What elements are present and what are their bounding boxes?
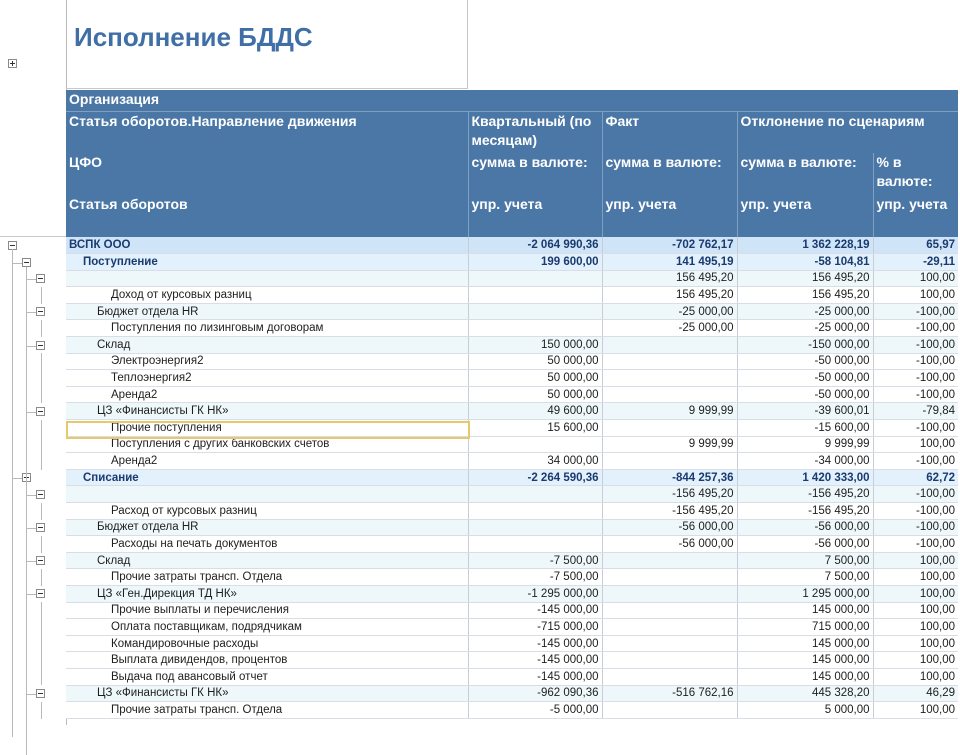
deviation-cell[interactable]: 145 000,00 xyxy=(737,668,873,685)
plan-cell[interactable]: 50 000,00 xyxy=(468,370,602,387)
tree-line-level2 xyxy=(41,602,42,619)
name[interactable]: Аренда2 xyxy=(66,386,468,403)
deviation-cell[interactable]: 9 999,99 xyxy=(737,436,873,453)
tree-stub xyxy=(13,478,22,479)
fact-cell[interactable]: -56 000,00 xyxy=(602,519,737,536)
deviation-cell[interactable]: 156 495,20 xyxy=(737,270,873,287)
name[interactable]: Бюджет отдела HR xyxy=(66,303,468,320)
deviation-cell[interactable]: 1 362 228,19 xyxy=(737,237,873,254)
name[interactable] xyxy=(66,270,468,287)
header-article-label: Статья оборотов xyxy=(66,195,468,237)
table-row[interactable] xyxy=(66,337,958,354)
name[interactable]: Поступление xyxy=(66,254,468,271)
table-row[interactable] xyxy=(66,237,958,254)
plan-cell[interactable] xyxy=(468,503,602,520)
plan-cell[interactable] xyxy=(468,436,602,453)
fact-cell[interactable] xyxy=(602,602,737,619)
collapse-icon[interactable] xyxy=(36,490,45,499)
table-row[interactable] xyxy=(66,287,958,304)
percent-cell[interactable]: -29,11 xyxy=(873,254,958,271)
collapse-icon[interactable] xyxy=(36,274,45,283)
report-body xyxy=(66,237,958,718)
fact-cell[interactable] xyxy=(602,702,737,719)
table-row[interactable] xyxy=(66,619,958,636)
plan-cell[interactable]: -2 264 590,36 xyxy=(468,469,602,486)
fact-cell[interactable] xyxy=(602,386,737,403)
percent-cell[interactable]: 100,00 xyxy=(873,652,958,669)
collapse-icon[interactable] xyxy=(36,556,45,565)
name[interactable]: Поступления по лизинговым договорам xyxy=(66,320,468,337)
tree-line-level2 xyxy=(41,569,42,586)
deviation-cell[interactable]: 715 000,00 xyxy=(737,619,873,636)
deviation-cell[interactable]: -50 000,00 xyxy=(737,370,873,387)
percent-cell[interactable]: -100,00 xyxy=(873,486,958,503)
table-row[interactable] xyxy=(66,303,958,320)
header-mgmt-2: упр. учета xyxy=(602,195,737,237)
percent-cell[interactable]: -100,00 xyxy=(873,519,958,536)
percent-cell[interactable]: -100,00 xyxy=(873,536,958,553)
table-row[interactable] xyxy=(66,552,958,569)
deviation-cell[interactable]: -39 600,01 xyxy=(737,403,873,420)
fact-cell[interactable] xyxy=(602,668,737,685)
tree-stub xyxy=(27,561,36,562)
fact-cell[interactable] xyxy=(602,552,737,569)
table-row[interactable] xyxy=(66,635,958,652)
plan-cell[interactable]: -2 064 990,36 xyxy=(468,237,602,254)
collapse-icon[interactable] xyxy=(36,407,45,416)
tree-line-level2 xyxy=(41,652,42,669)
percent-cell[interactable]: -79,84 xyxy=(873,403,958,420)
percent-cell[interactable]: -100,00 xyxy=(873,303,958,320)
fact-cell[interactable]: 156 495,20 xyxy=(602,270,737,287)
name[interactable]: Выдача под авансовый отчет xyxy=(66,668,468,685)
percent-cell[interactable]: 46,29 xyxy=(873,685,958,702)
percent-cell[interactable]: 100,00 xyxy=(873,602,958,619)
plan-cell[interactable]: 49 600,00 xyxy=(468,403,602,420)
tree-line-level0 xyxy=(12,249,13,737)
tree-stub xyxy=(27,594,36,595)
deviation-cell[interactable]: -150 000,00 xyxy=(737,337,873,354)
fact-cell[interactable]: 9 999,99 xyxy=(602,436,737,453)
percent-cell[interactable]: 65,97 xyxy=(873,237,958,254)
fact-cell[interactable] xyxy=(602,453,737,470)
percent-cell[interactable]: -100,00 xyxy=(873,386,958,403)
fact-cell[interactable]: -844 257,36 xyxy=(602,469,737,486)
percent-cell[interactable]: 100,00 xyxy=(873,569,958,586)
tree-line-level2 xyxy=(41,420,42,437)
fact-cell[interactable]: -56 000,00 xyxy=(602,536,737,553)
fact-cell[interactable] xyxy=(602,420,737,437)
plan-cell[interactable] xyxy=(468,519,602,536)
deviation-cell[interactable]: 1 295 000,00 xyxy=(737,585,873,602)
deviation-cell[interactable]: 5 000,00 xyxy=(737,702,873,719)
plan-cell[interactable]: -1 295 000,00 xyxy=(468,585,602,602)
plan-cell[interactable] xyxy=(468,536,602,553)
name[interactable]: Электроэнергия2 xyxy=(66,353,468,370)
tree-stub xyxy=(27,495,36,496)
name[interactable]: Бюджет отдела HR xyxy=(66,519,468,536)
tree-line-level2 xyxy=(41,668,42,685)
report-grid xyxy=(66,90,958,719)
tree-line-level2 xyxy=(41,320,42,337)
tree-stub xyxy=(13,263,22,264)
tree-stub xyxy=(27,412,36,413)
name[interactable]: ЦЗ «Финансисты ГК НК» xyxy=(66,403,468,420)
name[interactable]: Списание xyxy=(66,469,468,486)
table-row[interactable] xyxy=(66,353,958,370)
deviation-cell[interactable]: -25 000,00 xyxy=(737,320,873,337)
name[interactable]: Склад xyxy=(66,337,468,354)
header-mgmt-3: упр. учета xyxy=(737,195,873,237)
gutter-header-divider xyxy=(0,236,66,237)
name[interactable]: Прочие выплаты и перечисления xyxy=(66,602,468,619)
fact-cell[interactable]: -702 762,17 xyxy=(602,237,737,254)
plan-cell[interactable]: -7 500,00 xyxy=(468,569,602,586)
fact-cell[interactable]: -25 000,00 xyxy=(602,303,737,320)
deviation-cell[interactable]: -50 000,00 xyxy=(737,386,873,403)
tree-line-level1 xyxy=(26,267,27,755)
table-row[interactable] xyxy=(66,585,958,602)
percent-cell[interactable]: 100,00 xyxy=(873,702,958,719)
table-row[interactable] xyxy=(66,469,958,486)
fact-cell[interactable]: 9 999,99 xyxy=(602,403,737,420)
name[interactable]: Прочие затраты трансп. Отдела xyxy=(66,569,468,586)
tree-line-level2 xyxy=(41,386,42,403)
percent-cell[interactable]: 100,00 xyxy=(873,619,958,636)
header-deviation: Отклонение по сценариям xyxy=(737,111,958,153)
header-sum-3: сумма в валюте: xyxy=(737,153,873,195)
name[interactable]: Оплата поставщикам, подрядчикам xyxy=(66,619,468,636)
name[interactable]: Прочие затраты трансп. Отдела xyxy=(66,702,468,719)
name[interactable]: ЦЗ «Финансисты ГК НК» xyxy=(66,685,468,702)
collapse-icon[interactable] xyxy=(22,258,31,267)
collapse-icon[interactable] xyxy=(36,523,45,532)
deviation-cell[interactable]: 145 000,00 xyxy=(737,635,873,652)
tree-line-level2 xyxy=(41,353,42,370)
table-row[interactable] xyxy=(66,254,958,271)
tree-line-level2 xyxy=(41,635,42,652)
name[interactable]: Расход от курсовых разниц xyxy=(66,503,468,520)
plan-cell[interactable]: -145 000,00 xyxy=(468,668,602,685)
plan-cell[interactable]: -715 000,00 xyxy=(468,619,602,636)
table-row[interactable] xyxy=(66,519,958,536)
deviation-cell[interactable]: -15 600,00 xyxy=(737,420,873,437)
fact-cell[interactable]: -516 762,16 xyxy=(602,685,737,702)
percent-cell[interactable]: 100,00 xyxy=(873,552,958,569)
fact-cell[interactable]: 141 495,19 xyxy=(602,254,737,271)
name[interactable]: Выплата дивидендов, процентов xyxy=(66,652,468,669)
percent-cell[interactable]: -100,00 xyxy=(873,320,958,337)
plan-cell[interactable]: 199 600,00 xyxy=(468,254,602,271)
name[interactable]: ВСПК ООО xyxy=(66,237,468,254)
percent-cell[interactable]: -100,00 xyxy=(873,370,958,387)
plan-cell[interactable]: -145 000,00 xyxy=(468,602,602,619)
table-row[interactable] xyxy=(66,536,958,553)
fact-cell[interactable]: -25 000,00 xyxy=(602,320,737,337)
tree-line-level2 xyxy=(41,436,42,453)
fact-cell[interactable] xyxy=(602,652,737,669)
name[interactable]: Прочие поступления xyxy=(66,420,468,437)
percent-cell[interactable]: 100,00 xyxy=(873,287,958,304)
deviation-cell[interactable]: 145 000,00 xyxy=(737,652,873,669)
table-row[interactable] xyxy=(66,370,958,387)
percent-cell[interactable]: 100,00 xyxy=(873,668,958,685)
name[interactable]: Теплоэнергия2 xyxy=(66,370,468,387)
percent-cell[interactable]: 100,00 xyxy=(873,436,958,453)
table-row[interactable] xyxy=(66,702,958,719)
fact-cell[interactable]: 156 495,20 xyxy=(602,287,737,304)
header-mgmt-1: упр. учета xyxy=(468,195,602,237)
name[interactable]: Командировочные расходы xyxy=(66,635,468,652)
table-row[interactable] xyxy=(66,320,958,337)
plan-cell[interactable] xyxy=(468,270,602,287)
tree-line-level2 xyxy=(41,619,42,636)
header-row-cfo xyxy=(66,153,958,195)
fact-cell[interactable] xyxy=(602,635,737,652)
table-row[interactable] xyxy=(66,270,958,287)
plan-cell[interactable]: 34 000,00 xyxy=(468,453,602,470)
header-fact: Факт xyxy=(602,111,737,153)
fact-cell[interactable] xyxy=(602,585,737,602)
fact-cell[interactable] xyxy=(602,353,737,370)
percent-cell[interactable]: 100,00 xyxy=(873,635,958,652)
deviation-cell[interactable]: 1 420 333,00 xyxy=(737,469,873,486)
expand-all-icon[interactable] xyxy=(8,59,17,68)
plan-cell[interactable]: -5 000,00 xyxy=(468,702,602,719)
tree-stub xyxy=(27,694,36,695)
fact-cell[interactable] xyxy=(602,619,737,636)
tree-line-level2 xyxy=(41,702,42,719)
deviation-cell[interactable]: 445 328,20 xyxy=(737,685,873,702)
deviation-cell[interactable]: 145 000,00 xyxy=(737,602,873,619)
tree-stub xyxy=(27,528,36,529)
percent-cell[interactable]: 100,00 xyxy=(873,270,958,287)
name[interactable]: Аренда2 xyxy=(66,453,468,470)
collapse-icon[interactable] xyxy=(36,341,45,350)
table-row[interactable] xyxy=(66,503,958,520)
header-quarterly: Квартальный (по месяцам) xyxy=(468,111,602,153)
deviation-cell[interactable]: -56 000,00 xyxy=(737,519,873,536)
deviation-cell[interactable]: -25 000,00 xyxy=(737,303,873,320)
plan-cell[interactable] xyxy=(468,486,602,503)
percent-cell[interactable]: -100,00 xyxy=(873,453,958,470)
tree-stub xyxy=(27,312,36,313)
tree-line-level2 xyxy=(41,370,42,387)
deviation-cell[interactable]: -156 495,20 xyxy=(737,486,873,503)
tree-stub xyxy=(27,279,36,280)
header-organization: Организация xyxy=(66,90,958,111)
plan-cell[interactable]: 50 000,00 xyxy=(468,353,602,370)
deviation-cell[interactable]: 7 500,00 xyxy=(737,569,873,586)
header-direction-label: Статья оборотов.Направление движения xyxy=(66,111,468,153)
fact-cell[interactable] xyxy=(602,370,737,387)
plan-cell[interactable]: -962 090,36 xyxy=(468,685,602,702)
deviation-cell[interactable]: -156 495,20 xyxy=(737,503,873,520)
plan-cell[interactable]: -145 000,00 xyxy=(468,652,602,669)
tree-line-level2 xyxy=(41,287,42,304)
table-row[interactable] xyxy=(66,668,958,685)
plan-cell[interactable]: -7 500,00 xyxy=(468,552,602,569)
plan-cell[interactable]: 15 600,00 xyxy=(468,420,602,437)
percent-cell[interactable]: -100,00 xyxy=(873,337,958,354)
fact-cell[interactable]: -156 495,20 xyxy=(602,486,737,503)
tree-line-level2 xyxy=(41,503,42,520)
tree-line-level2 xyxy=(41,536,42,553)
plan-cell[interactable]: 150 000,00 xyxy=(468,337,602,354)
fact-cell[interactable]: -156 495,20 xyxy=(602,503,737,520)
header-row-article xyxy=(66,195,958,237)
table-row[interactable] xyxy=(66,652,958,669)
table-row[interactable] xyxy=(66,486,958,503)
tree-stub xyxy=(27,346,36,347)
deviation-cell[interactable]: -50 000,00 xyxy=(737,353,873,370)
deviation-cell[interactable]: -56 000,00 xyxy=(737,536,873,553)
table-row[interactable] xyxy=(66,685,958,702)
percent-cell[interactable]: -100,00 xyxy=(873,420,958,437)
deviation-cell[interactable]: 7 500,00 xyxy=(737,552,873,569)
name[interactable]: ЦЗ «Ген.Дирекция ТД НК» xyxy=(66,585,468,602)
table-row[interactable] xyxy=(66,386,958,403)
collapse-icon[interactable] xyxy=(36,589,45,598)
plan-cell[interactable]: 50 000,00 xyxy=(468,386,602,403)
selected-cell[interactable] xyxy=(66,421,470,439)
name[interactable] xyxy=(66,486,468,503)
header-sum-2: сумма в валюте: xyxy=(602,153,737,195)
deviation-cell[interactable]: -58 104,81 xyxy=(737,254,873,271)
table-row[interactable] xyxy=(66,569,958,586)
table-row[interactable] xyxy=(66,403,958,420)
header-pct: % в валюте: xyxy=(873,153,958,195)
collapse-icon[interactable] xyxy=(36,307,45,316)
header-row-direction xyxy=(66,111,958,153)
fact-cell[interactable] xyxy=(602,337,737,354)
tree-line-level2 xyxy=(41,453,42,470)
percent-cell[interactable]: 62,72 xyxy=(873,469,958,486)
header-mgmt-4: упр. учета xyxy=(873,195,958,237)
percent-cell[interactable]: 100,00 xyxy=(873,585,958,602)
percent-cell[interactable]: -100,00 xyxy=(873,503,958,520)
name[interactable]: Поступления с других банковских счетов xyxy=(66,436,468,453)
header-cfo-label: ЦФО xyxy=(66,153,468,195)
collapse-icon[interactable] xyxy=(36,689,45,698)
report-title: Исполнение БДДС xyxy=(74,22,313,52)
deviation-cell[interactable]: 156 495,20 xyxy=(737,287,873,304)
header-sum-1: сумма в валюте: xyxy=(468,153,602,195)
table-row[interactable] xyxy=(66,602,958,619)
deviation-cell[interactable]: -34 000,00 xyxy=(737,453,873,470)
header-row-organization xyxy=(66,90,958,111)
table-row[interactable] xyxy=(66,453,958,470)
plan-cell[interactable] xyxy=(468,287,602,304)
name[interactable]: Расходы на печать документов xyxy=(66,536,468,553)
plan-cell[interactable] xyxy=(468,320,602,337)
fact-cell[interactable] xyxy=(602,569,737,586)
outline-gutter xyxy=(0,0,66,725)
name[interactable]: Доход от курсовых разниц xyxy=(66,287,468,304)
plan-cell[interactable]: -145 000,00 xyxy=(468,635,602,652)
name[interactable]: Склад xyxy=(66,552,468,569)
percent-cell[interactable]: -100,00 xyxy=(873,353,958,370)
plan-cell[interactable] xyxy=(468,303,602,320)
